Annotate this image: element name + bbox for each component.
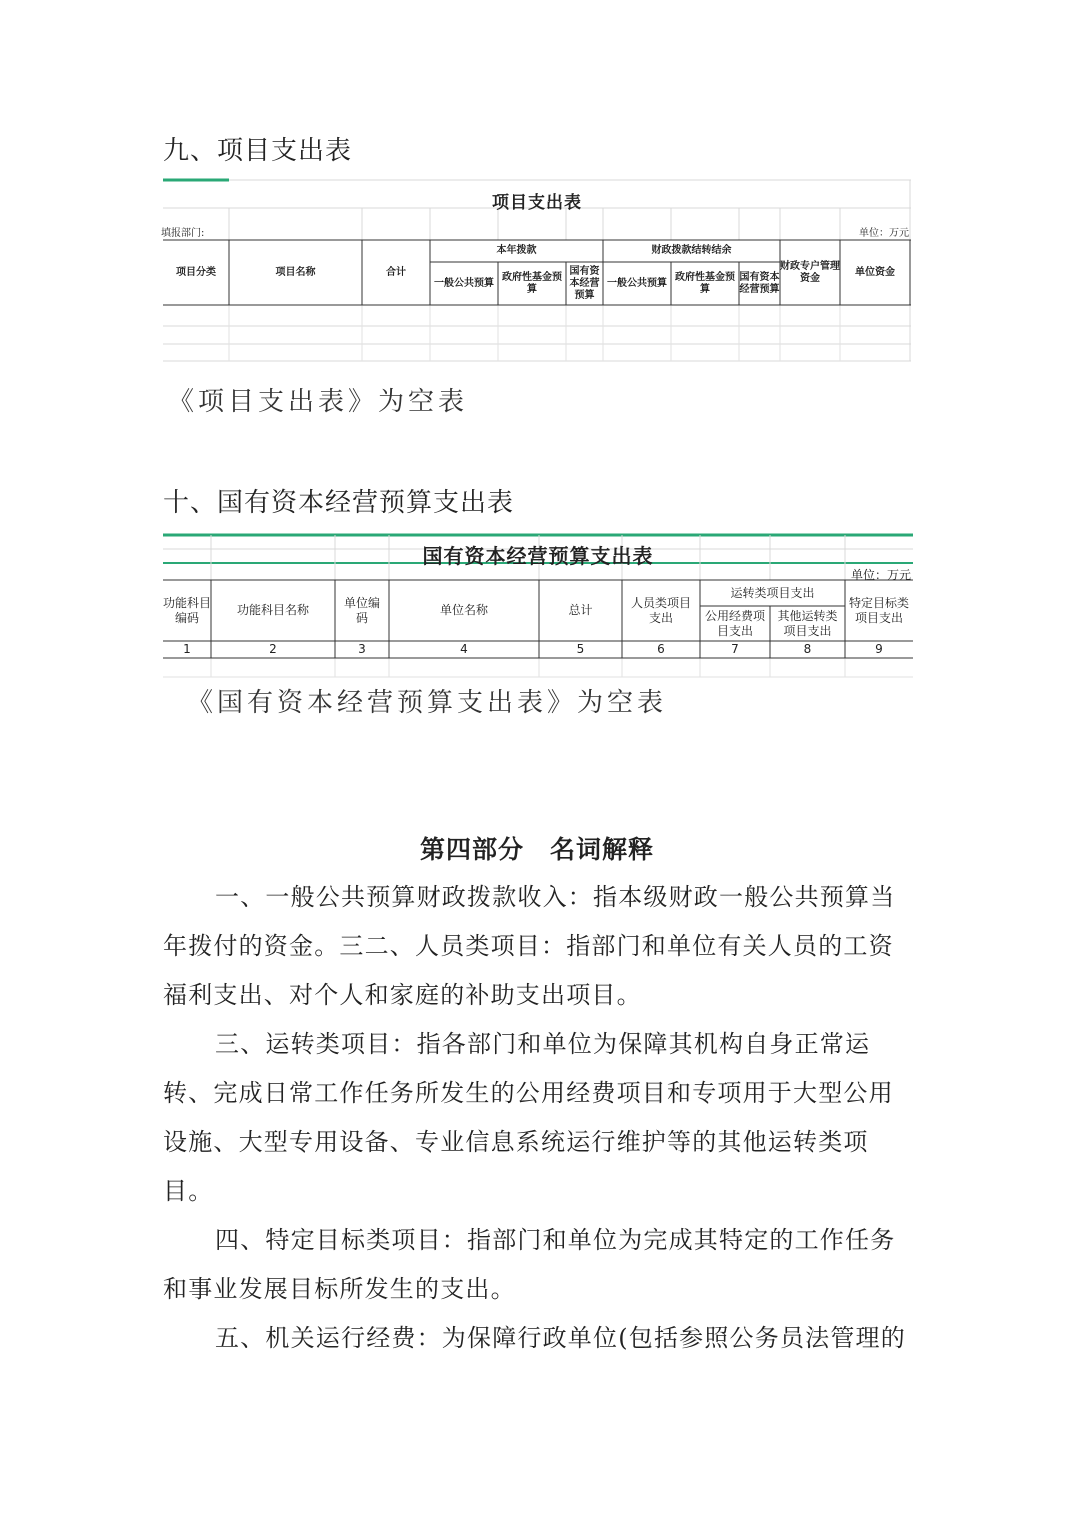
table2-unit: 单位：万元: [850, 568, 911, 582]
header-carryover: 财政拨款结转结余: [651, 245, 732, 256]
section10-heading: 十、国有资本经营预算支出表: [163, 488, 515, 518]
header-name: 项目名称: [275, 266, 316, 278]
header-public-funds: 公用经费项目支出: [704, 608, 765, 638]
paragraph-line: 五、机关运行经费：为保障行政单位(包括参照公务员法管理的: [215, 1324, 906, 1352]
paragraph-line: 转、完成日常工作任务所发生的公用经费项目和专项用于大型公用: [163, 1079, 894, 1107]
paragraph-line: 和事业发展目标所发生的支出。: [163, 1275, 516, 1303]
col-number: 4: [460, 642, 468, 656]
paragraph-line: 一、一般公共预算财政拨款收入：指本级财政一般公共预算当: [215, 883, 896, 911]
header-general-public-1: 一般公共预算: [434, 277, 494, 289]
paragraph-line: 设施、大型专用设备、专业信息系统运行维护等的其他运转类项: [163, 1128, 869, 1156]
state-capital-table: [163, 530, 913, 680]
col-number: 2: [269, 642, 277, 656]
paragraph-line: 目。: [163, 1177, 214, 1205]
paragraph-line: 年拨付的资金。三二、人员类项目：指部门和单位有关人员的工资: [163, 932, 894, 960]
part4-title: 第四部分 名词解释: [419, 835, 654, 864]
col-number: 1: [183, 642, 191, 656]
header-general-public-2: 一般公共预算: [607, 277, 667, 289]
header-func-code: 功能科目编码: [163, 595, 212, 625]
definition-paragraph-4: [163, 1314, 915, 1363]
table1-unit: 单位：万元: [859, 228, 909, 239]
definition-paragraph-3: [163, 1216, 915, 1314]
header-gov-fund-1: 政府性基金预算: [502, 271, 562, 295]
col-number: 3: [358, 642, 366, 656]
header-other-operation: 其他运转类项目支出: [777, 608, 838, 638]
paragraph-line: 四、特定目标类项目：指部门和单位为完成其特定的工作任务: [215, 1226, 896, 1254]
header-total: 总计: [568, 603, 593, 617]
header-special-mgmt: 财政专户管理资金: [780, 260, 840, 284]
header-gov-fund-2: 政府性基金预算: [675, 271, 735, 295]
header-specific: 特定目标类项目支出: [848, 595, 909, 625]
header-unit-funds: 单位资金: [855, 266, 895, 278]
col-number: 8: [803, 642, 812, 656]
definition-paragraph-1: [163, 873, 915, 1020]
table1-dept-label: 填报部门:: [161, 228, 205, 239]
header-unit-name: 单位名称: [439, 603, 488, 617]
paragraph-line: 三、运转类项目：指各部门和单位为保障其机构自身正常运: [215, 1030, 871, 1058]
section9-heading: 九、项目支出表: [163, 136, 353, 166]
definition-paragraph-2: [163, 1020, 915, 1216]
table1-title: 项目支出表: [492, 193, 582, 213]
header-operation: 运转类项目支出: [730, 585, 815, 600]
header-personnel: 人员类项目支出: [630, 595, 691, 625]
header-category: 项目分类: [176, 266, 216, 278]
col-number: 6: [657, 642, 665, 656]
section10-note: 《国有资本经营预算支出表》为空表: [187, 688, 668, 718]
header-total: 合计: [386, 266, 406, 278]
header-func-name: 功能科目名称: [236, 603, 309, 617]
project-expenditure-table: [163, 178, 911, 363]
col-number: 9: [875, 642, 883, 656]
header-state-capital-1: 国有资本经营预算: [569, 265, 600, 301]
header-state-capital-2: 国有资本经营预算: [739, 271, 780, 295]
header-unit-code: 单位编码: [343, 595, 380, 625]
col-number: 7: [731, 642, 739, 656]
col-number: 5: [576, 642, 585, 656]
header-current-year: 本年拨款: [496, 245, 537, 256]
paragraph-line: 福利支出、对个人和家庭的补助支出项目。: [163, 981, 642, 1009]
table2-title: 国有资本经营预算支出表: [422, 544, 654, 568]
section9-note: 《项目支出表》为空表: [168, 387, 469, 417]
